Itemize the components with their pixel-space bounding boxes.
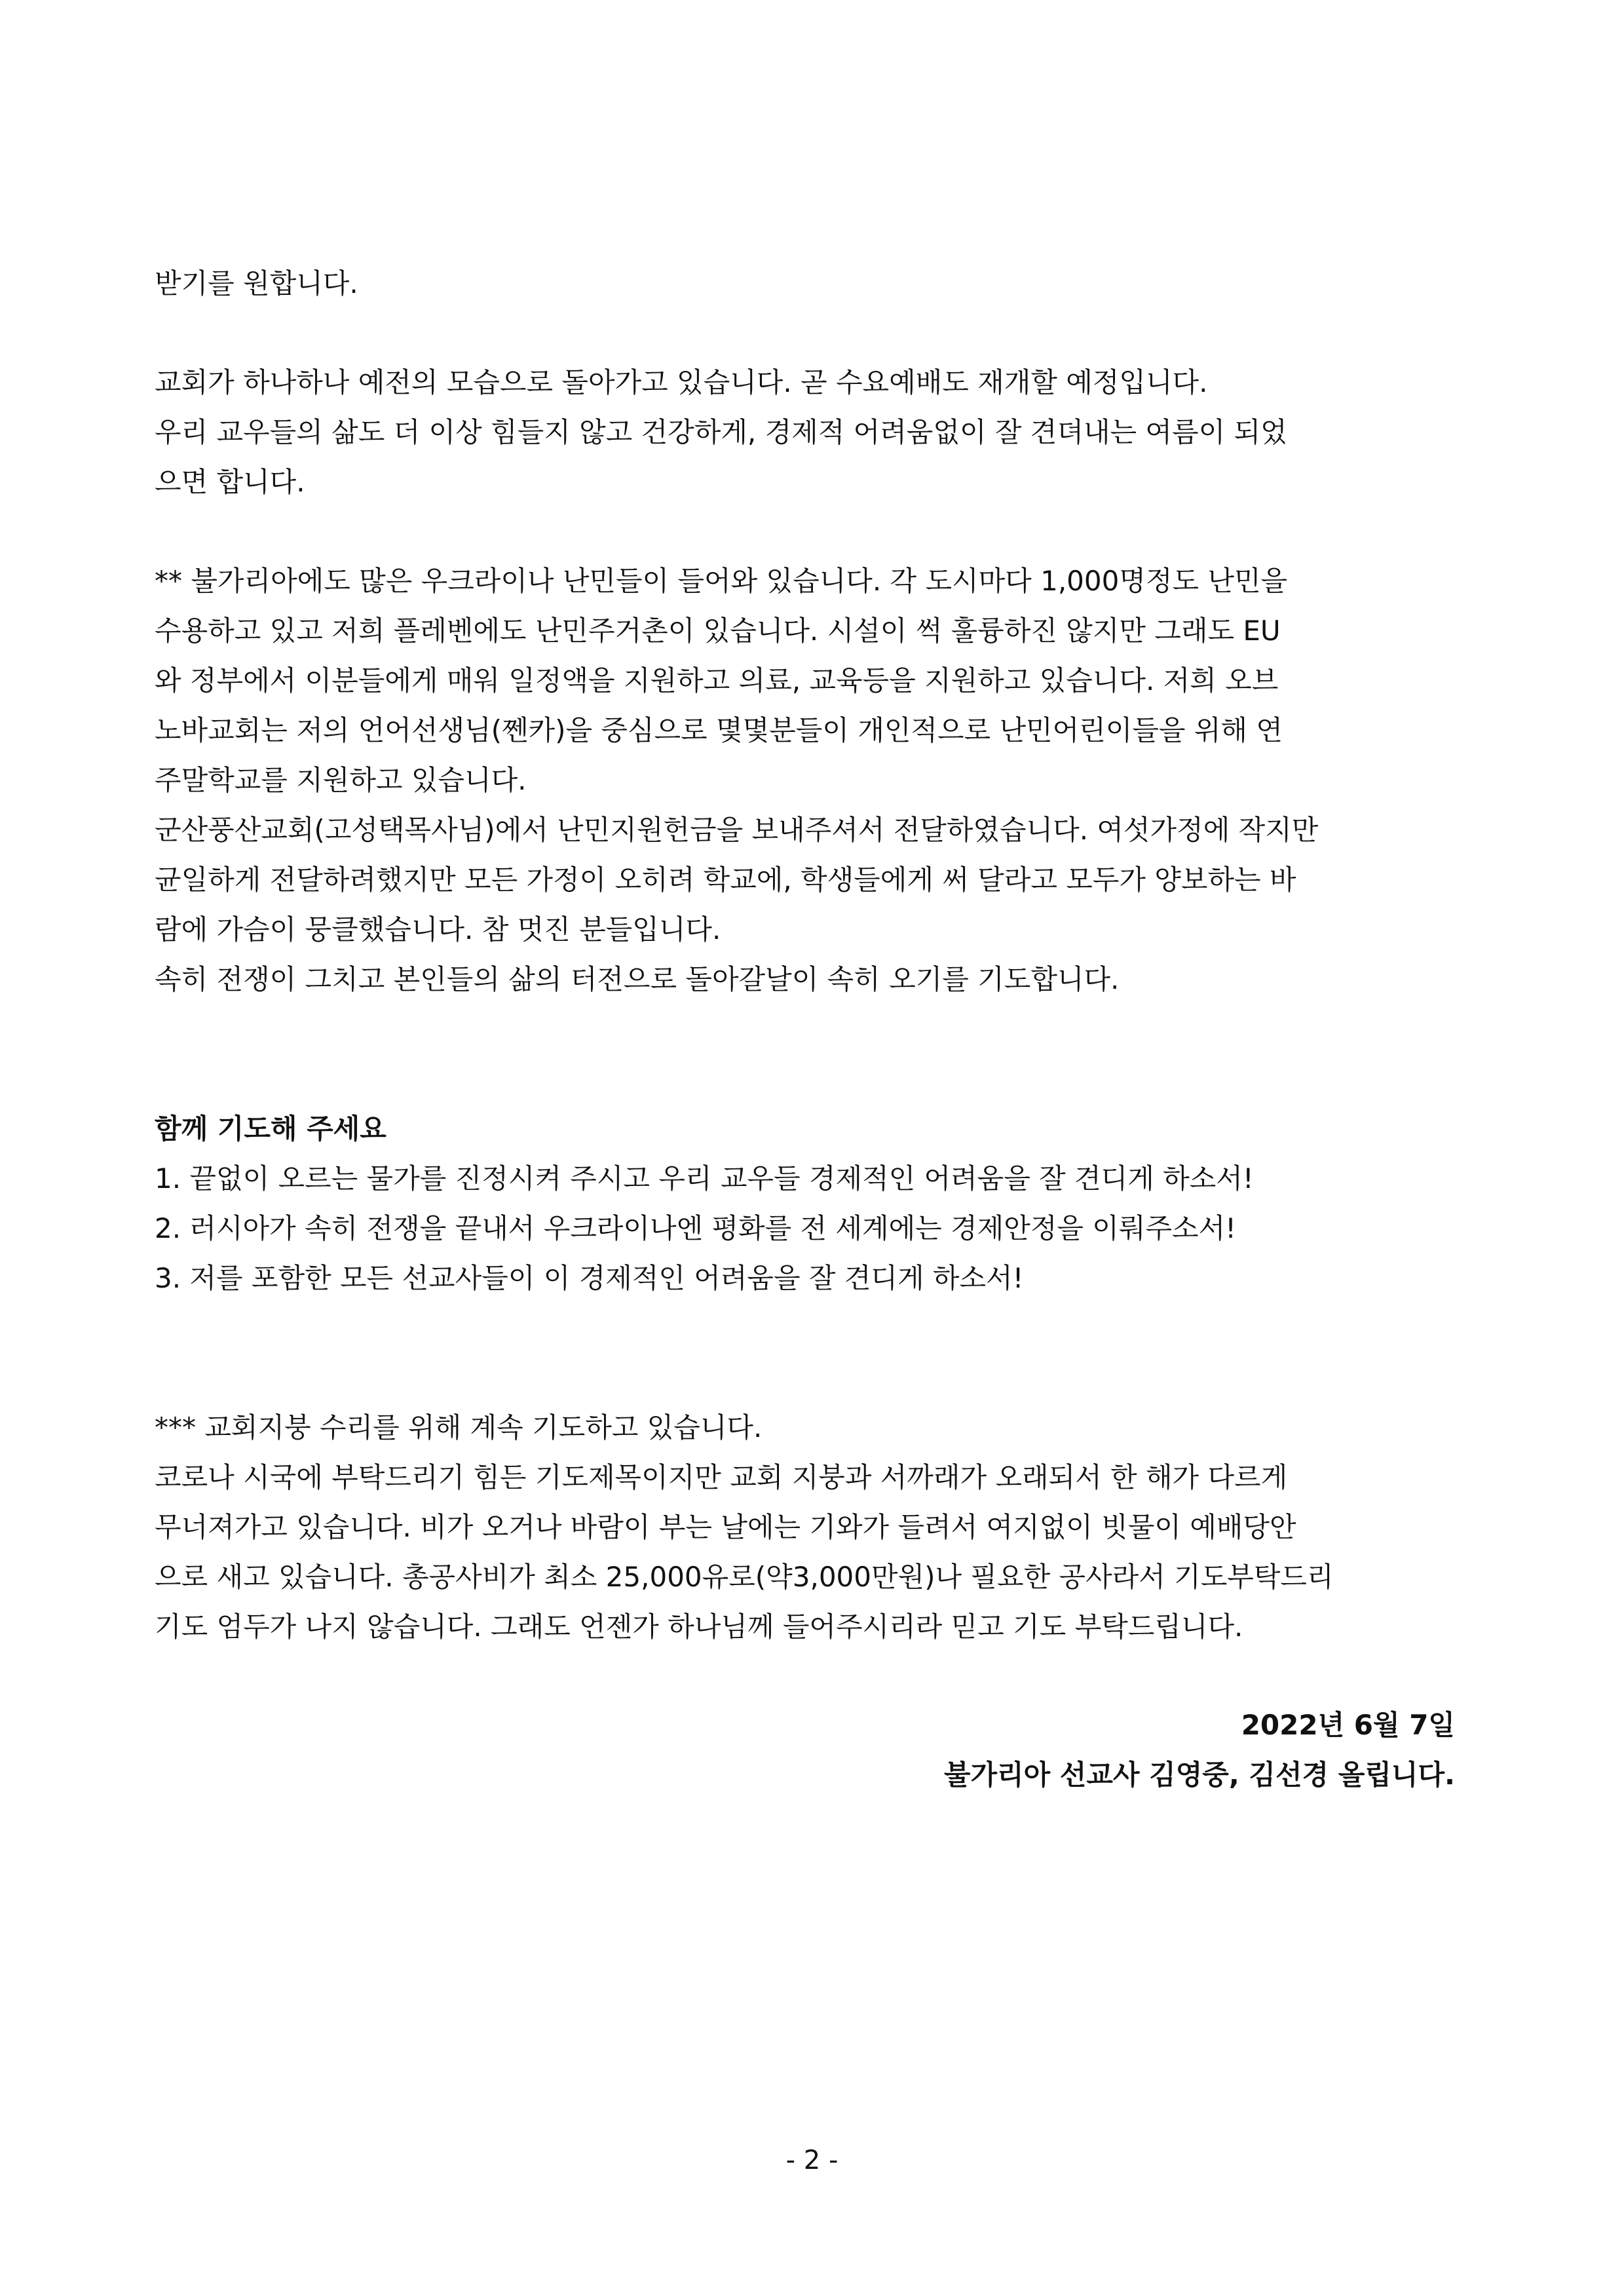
- body-line: *** 교회지붕 수리를 위해 계속 기도하고 있습니다.: [155, 1411, 763, 1444]
- body-line: 람에 가슴이 뭉클했습니다. 참 멋진 분들입니다.: [155, 913, 721, 946]
- signature-date: 2022년 6월 7일: [1241, 1709, 1455, 1741]
- body-line: 균일하게 전달하려했지만 모든 가정이 오히려 학교에, 학생들에게 써 달라고 모두가 양보하는 바: [155, 864, 1296, 896]
- prayer-item: 1. 끝없이 오르는 물가를 진정시켜 주시고 우리 교우들 경제적인 어려움을 잘 견디게 하소서!: [155, 1162, 1254, 1195]
- body-line: 기도 엄두가 나지 않습니다. 그래도 언젠가 하나님께 들어주시리라 믿고 기도 부탁드립니다.: [155, 1611, 1243, 1643]
- body-line: 교회가 하나하나 예전의 모습으로 돌아가고 있습니다. 곧 수요예배도 재개할 예정입니다.: [155, 366, 1208, 398]
- prayer-item: 3. 저를 포함한 모든 선교사들이 이 경제적인 어려움을 잘 견디게 하소서!: [155, 1262, 1024, 1294]
- body-line: 받기를 원합니다.: [155, 267, 358, 299]
- page-number: - 2 -: [785, 2145, 839, 2175]
- body-line: 노바교회는 저의 언어선생님(쩬카)을 중심으로 몇몇분들이 개인적으로 난민어린이들을 위해 연: [155, 714, 1283, 746]
- body-line: 와 정부에서 이분들에게 매워 일정액을 지원하고 의료, 교육등을 지원하고 있습니다. 저희 오브: [155, 664, 1279, 697]
- body-line: 무너져가고 있습니다. 비가 오거나 바람이 부는 날에는 기와가 들려서 여지없이 빗물이 예배당안: [155, 1511, 1296, 1543]
- body-line: 주말학교를 지원하고 있습니다.: [155, 764, 527, 796]
- body-line: 코로나 시국에 부탁드리기 힘든 기도제목이지만 교회 지붕과 서까래가 오래되서 한 해가 다르게: [155, 1461, 1288, 1493]
- signature-author: 불가리아 선교사 김영중, 김선경 올립니다.: [943, 1759, 1455, 1791]
- body-line: 수용하고 있고 저희 플레벤에도 난민주거촌이 있습니다. 시설이 썩 훌륭하진 않지만 그래도 EU: [155, 615, 1281, 647]
- body-line: 으면 합니다.: [155, 466, 305, 498]
- prayer-item: 2. 러시아가 속히 전쟁을 끝내서 우크라이나엔 평화를 전 세계에는 경제안정을 이뤄주소서!: [155, 1212, 1237, 1244]
- body-line: 우리 교우들의 삶도 더 이상 힘들지 않고 건강하게, 경제적 어려움없이 잘 견뎌내는 여름이 되었: [155, 416, 1287, 448]
- body-line: ** 불가리아에도 많은 우크라이나 난민들이 들어와 있습니다. 각 도시마다 1,000명정도 난민을: [155, 565, 1288, 597]
- body-line: 으로 새고 있습니다. 총공사비가 최소 25,000유로(약3,000만원)나 필요한 공사라서 기도부탁드리: [155, 1561, 1334, 1593]
- prayer-heading: 함께 기도해 주세요: [155, 1113, 387, 1145]
- body-line: 군산풍산교회(고성택목사님)에서 난민지원헌금을 보내주셔서 전달하였습니다. 여섯가정에 작지만: [155, 814, 1319, 846]
- body-line: 속히 전쟁이 그치고 본인들의 삶의 터전으로 돌아갈날이 속히 오기를 기도합니다.: [155, 963, 1120, 995]
